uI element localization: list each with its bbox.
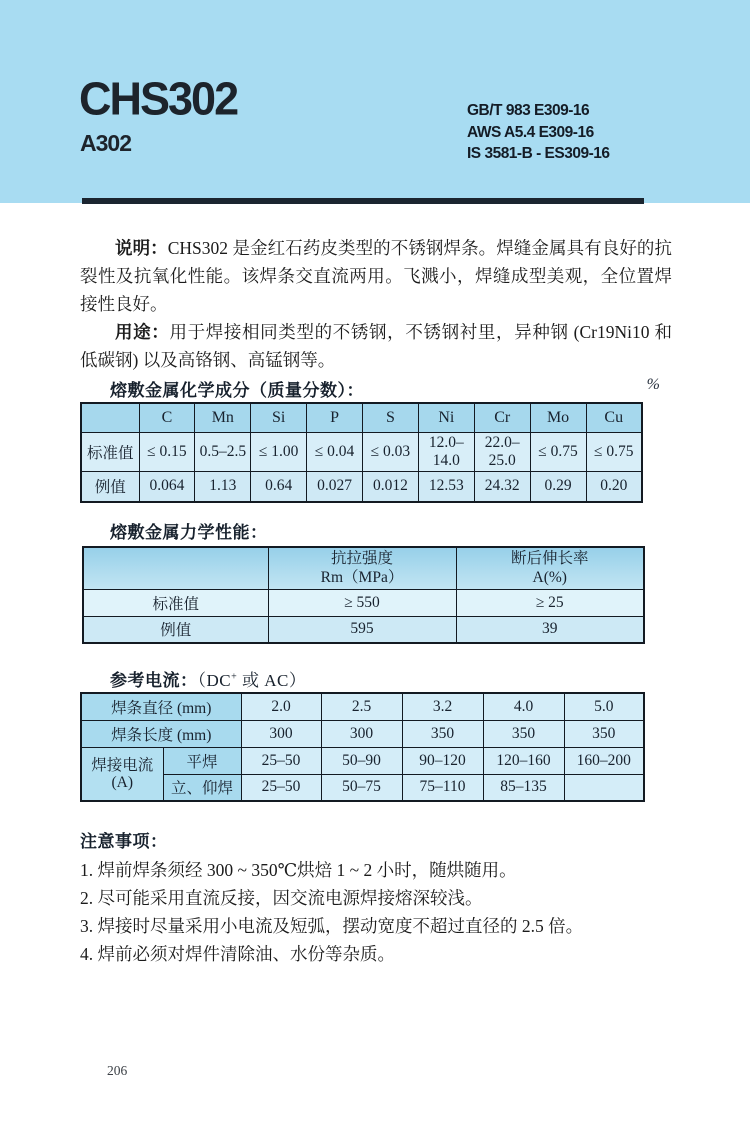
corner-cell bbox=[81, 403, 139, 432]
cell: 5.0 bbox=[564, 693, 644, 720]
header-underline bbox=[82, 198, 644, 204]
flat-weld-row bbox=[81, 747, 644, 774]
cell: ≤ 1.00 bbox=[251, 432, 307, 471]
header-line: 断后伸长率 bbox=[510, 550, 589, 568]
column-header: Cr bbox=[474, 403, 530, 432]
cell: 4.0 bbox=[483, 693, 564, 720]
chemical-header-row bbox=[81, 403, 642, 432]
cell: 24.32 bbox=[474, 471, 530, 502]
product-model: CHS302 bbox=[79, 72, 238, 126]
cell: 350 bbox=[402, 720, 483, 747]
notes-section bbox=[80, 828, 680, 968]
table-row bbox=[83, 589, 644, 616]
reference-current-table bbox=[80, 692, 645, 802]
table-row bbox=[83, 616, 644, 643]
column-header: Cu bbox=[586, 403, 642, 432]
mechanical-header-row bbox=[83, 547, 644, 589]
column-header bbox=[268, 547, 456, 589]
cell: 50–90 bbox=[321, 747, 402, 774]
cell: 350 bbox=[564, 720, 644, 747]
cell: 595 bbox=[268, 616, 456, 643]
current-title-label: 参考电流： bbox=[110, 671, 198, 690]
chemical-composition-table bbox=[80, 402, 643, 503]
corner-cell bbox=[83, 547, 268, 589]
cell: 0.64 bbox=[251, 471, 307, 502]
cell: 0.012 bbox=[363, 471, 419, 502]
cell: 39 bbox=[456, 616, 644, 643]
column-header: Ni bbox=[418, 403, 474, 432]
cell: ≤ 0.04 bbox=[307, 432, 363, 471]
cell: 1.13 bbox=[195, 471, 251, 502]
cell: 0.064 bbox=[139, 471, 195, 502]
cell: 75–110 bbox=[402, 774, 483, 801]
sub-row-label: 平焊 bbox=[163, 747, 241, 774]
usage-paragraph bbox=[80, 318, 672, 374]
cell: ≤ 0.15 bbox=[139, 432, 195, 471]
row-label: 标准值 bbox=[81, 432, 139, 471]
vertical-weld-row bbox=[81, 774, 644, 801]
cell: 22.0–25.0 bbox=[474, 432, 530, 471]
column-header: S bbox=[363, 403, 419, 432]
cell: ≤ 0.03 bbox=[363, 432, 419, 471]
cell: ≥ 25 bbox=[456, 589, 644, 616]
product-alt-model: A302 bbox=[80, 130, 131, 156]
cell: ≤ 0.75 bbox=[586, 432, 642, 471]
column-header: C bbox=[139, 403, 195, 432]
cell: 50–75 bbox=[321, 774, 402, 801]
header-line: A(%) bbox=[532, 569, 567, 587]
paren-suffix: 或 AC） bbox=[237, 671, 307, 690]
note-item: 4. 焊前必须对焊件清除油、水份等杂质。 bbox=[80, 944, 395, 964]
standards-list bbox=[467, 100, 610, 165]
chemical-section-title: 熔敷金属化学成分（质量分数）： bbox=[110, 381, 364, 400]
current-title-paren bbox=[198, 671, 307, 690]
label-line: 焊接电流 bbox=[91, 756, 154, 774]
column-header: P bbox=[307, 403, 363, 432]
cell: 2.5 bbox=[321, 693, 402, 720]
usage-label: 用途： bbox=[115, 322, 170, 342]
cell: ≤ 0.75 bbox=[530, 432, 586, 471]
cell: 25–50 bbox=[241, 747, 321, 774]
cell: 0.20 bbox=[586, 471, 642, 502]
column-header: Mo bbox=[530, 403, 586, 432]
cell: 3.2 bbox=[402, 693, 483, 720]
cell: 85–135 bbox=[483, 774, 564, 801]
description-text: CHS302 是金红石药皮类型的不锈钢焊条。焊缝金属具有良好的抗裂性及抗氧化性能。该焊条交直流两用。飞溅小，焊缝成型美观，全位置焊接性良好。 bbox=[80, 238, 672, 314]
cell: 0.5–2.5 bbox=[195, 432, 251, 471]
cell: ≥ 550 bbox=[268, 589, 456, 616]
column-header bbox=[456, 547, 644, 589]
description-paragraph bbox=[80, 234, 672, 318]
cell: 2.0 bbox=[241, 693, 321, 720]
row-label: 焊条直径 (mm) bbox=[81, 693, 241, 720]
standard-line: IS 3581-B - ES309-16 bbox=[467, 145, 610, 162]
header-banner bbox=[0, 0, 750, 203]
cell: 25–50 bbox=[241, 774, 321, 801]
row-label: 例值 bbox=[81, 471, 139, 502]
cell: 350 bbox=[483, 720, 564, 747]
usage-text: 用于焊接相同类型的不锈钢，不锈钢衬里，异种钢 (Cr19Ni10 和低碳钢) 以及高铬钢、高锰钢等。 bbox=[80, 322, 672, 370]
cell: 160–200 bbox=[564, 747, 644, 774]
column-header: Mn bbox=[195, 403, 251, 432]
length-row bbox=[81, 720, 644, 747]
note-item: 1. 焊前焊条须经 300 ~ 350℃烘焙 1 ~ 2 小时，随烘随用。 bbox=[80, 860, 517, 880]
notes-title: 注意事项： bbox=[80, 832, 168, 851]
standard-line: GB/T 983 E309-16 bbox=[467, 102, 590, 119]
cell: 12.53 bbox=[418, 471, 474, 502]
diameter-row bbox=[81, 693, 644, 720]
column-header: Si bbox=[251, 403, 307, 432]
row-label: 焊条长度 (mm) bbox=[81, 720, 241, 747]
cell bbox=[564, 774, 644, 801]
intro-paragraphs bbox=[80, 234, 672, 374]
cell: 0.027 bbox=[307, 471, 363, 502]
header-line: 抗拉强度 bbox=[330, 550, 393, 568]
cell: 90–120 bbox=[402, 747, 483, 774]
sub-row-label: 立、仰焊 bbox=[163, 774, 241, 801]
cell: 12.0–14.0 bbox=[418, 432, 474, 471]
row-label bbox=[81, 747, 163, 801]
row-label: 例值 bbox=[83, 616, 268, 643]
paren-prefix: （DC bbox=[197, 671, 232, 690]
table-row bbox=[81, 432, 642, 471]
header-line: Rm（MPa） bbox=[320, 569, 404, 587]
row-label: 标准值 bbox=[83, 589, 268, 616]
page-number: 206 bbox=[107, 1063, 128, 1078]
standard-line: AWS A5.4 E309-16 bbox=[467, 123, 594, 141]
table-row bbox=[81, 471, 642, 502]
cell: 120–160 bbox=[483, 747, 564, 774]
cell: 300 bbox=[321, 720, 402, 747]
mechanical-properties-table bbox=[82, 546, 645, 644]
mechanical-section-title: 熔敷金属力学性能： bbox=[110, 523, 268, 542]
note-item: 3. 焊接时尽量采用小电流及短弧，摆动宽度不超过直径的 2.5 倍。 bbox=[80, 916, 584, 936]
cell: 0.29 bbox=[530, 471, 586, 502]
dc-plus-superscript: + bbox=[231, 671, 238, 683]
current-section-title bbox=[110, 666, 306, 691]
chemical-unit: % bbox=[646, 376, 660, 393]
cell: 300 bbox=[241, 720, 321, 747]
description-label: 说明： bbox=[115, 238, 168, 258]
label-line: (A) bbox=[111, 773, 134, 791]
note-item: 2. 尽可能采用直流反接，因交流电源焊接熔深较浅。 bbox=[80, 888, 483, 908]
